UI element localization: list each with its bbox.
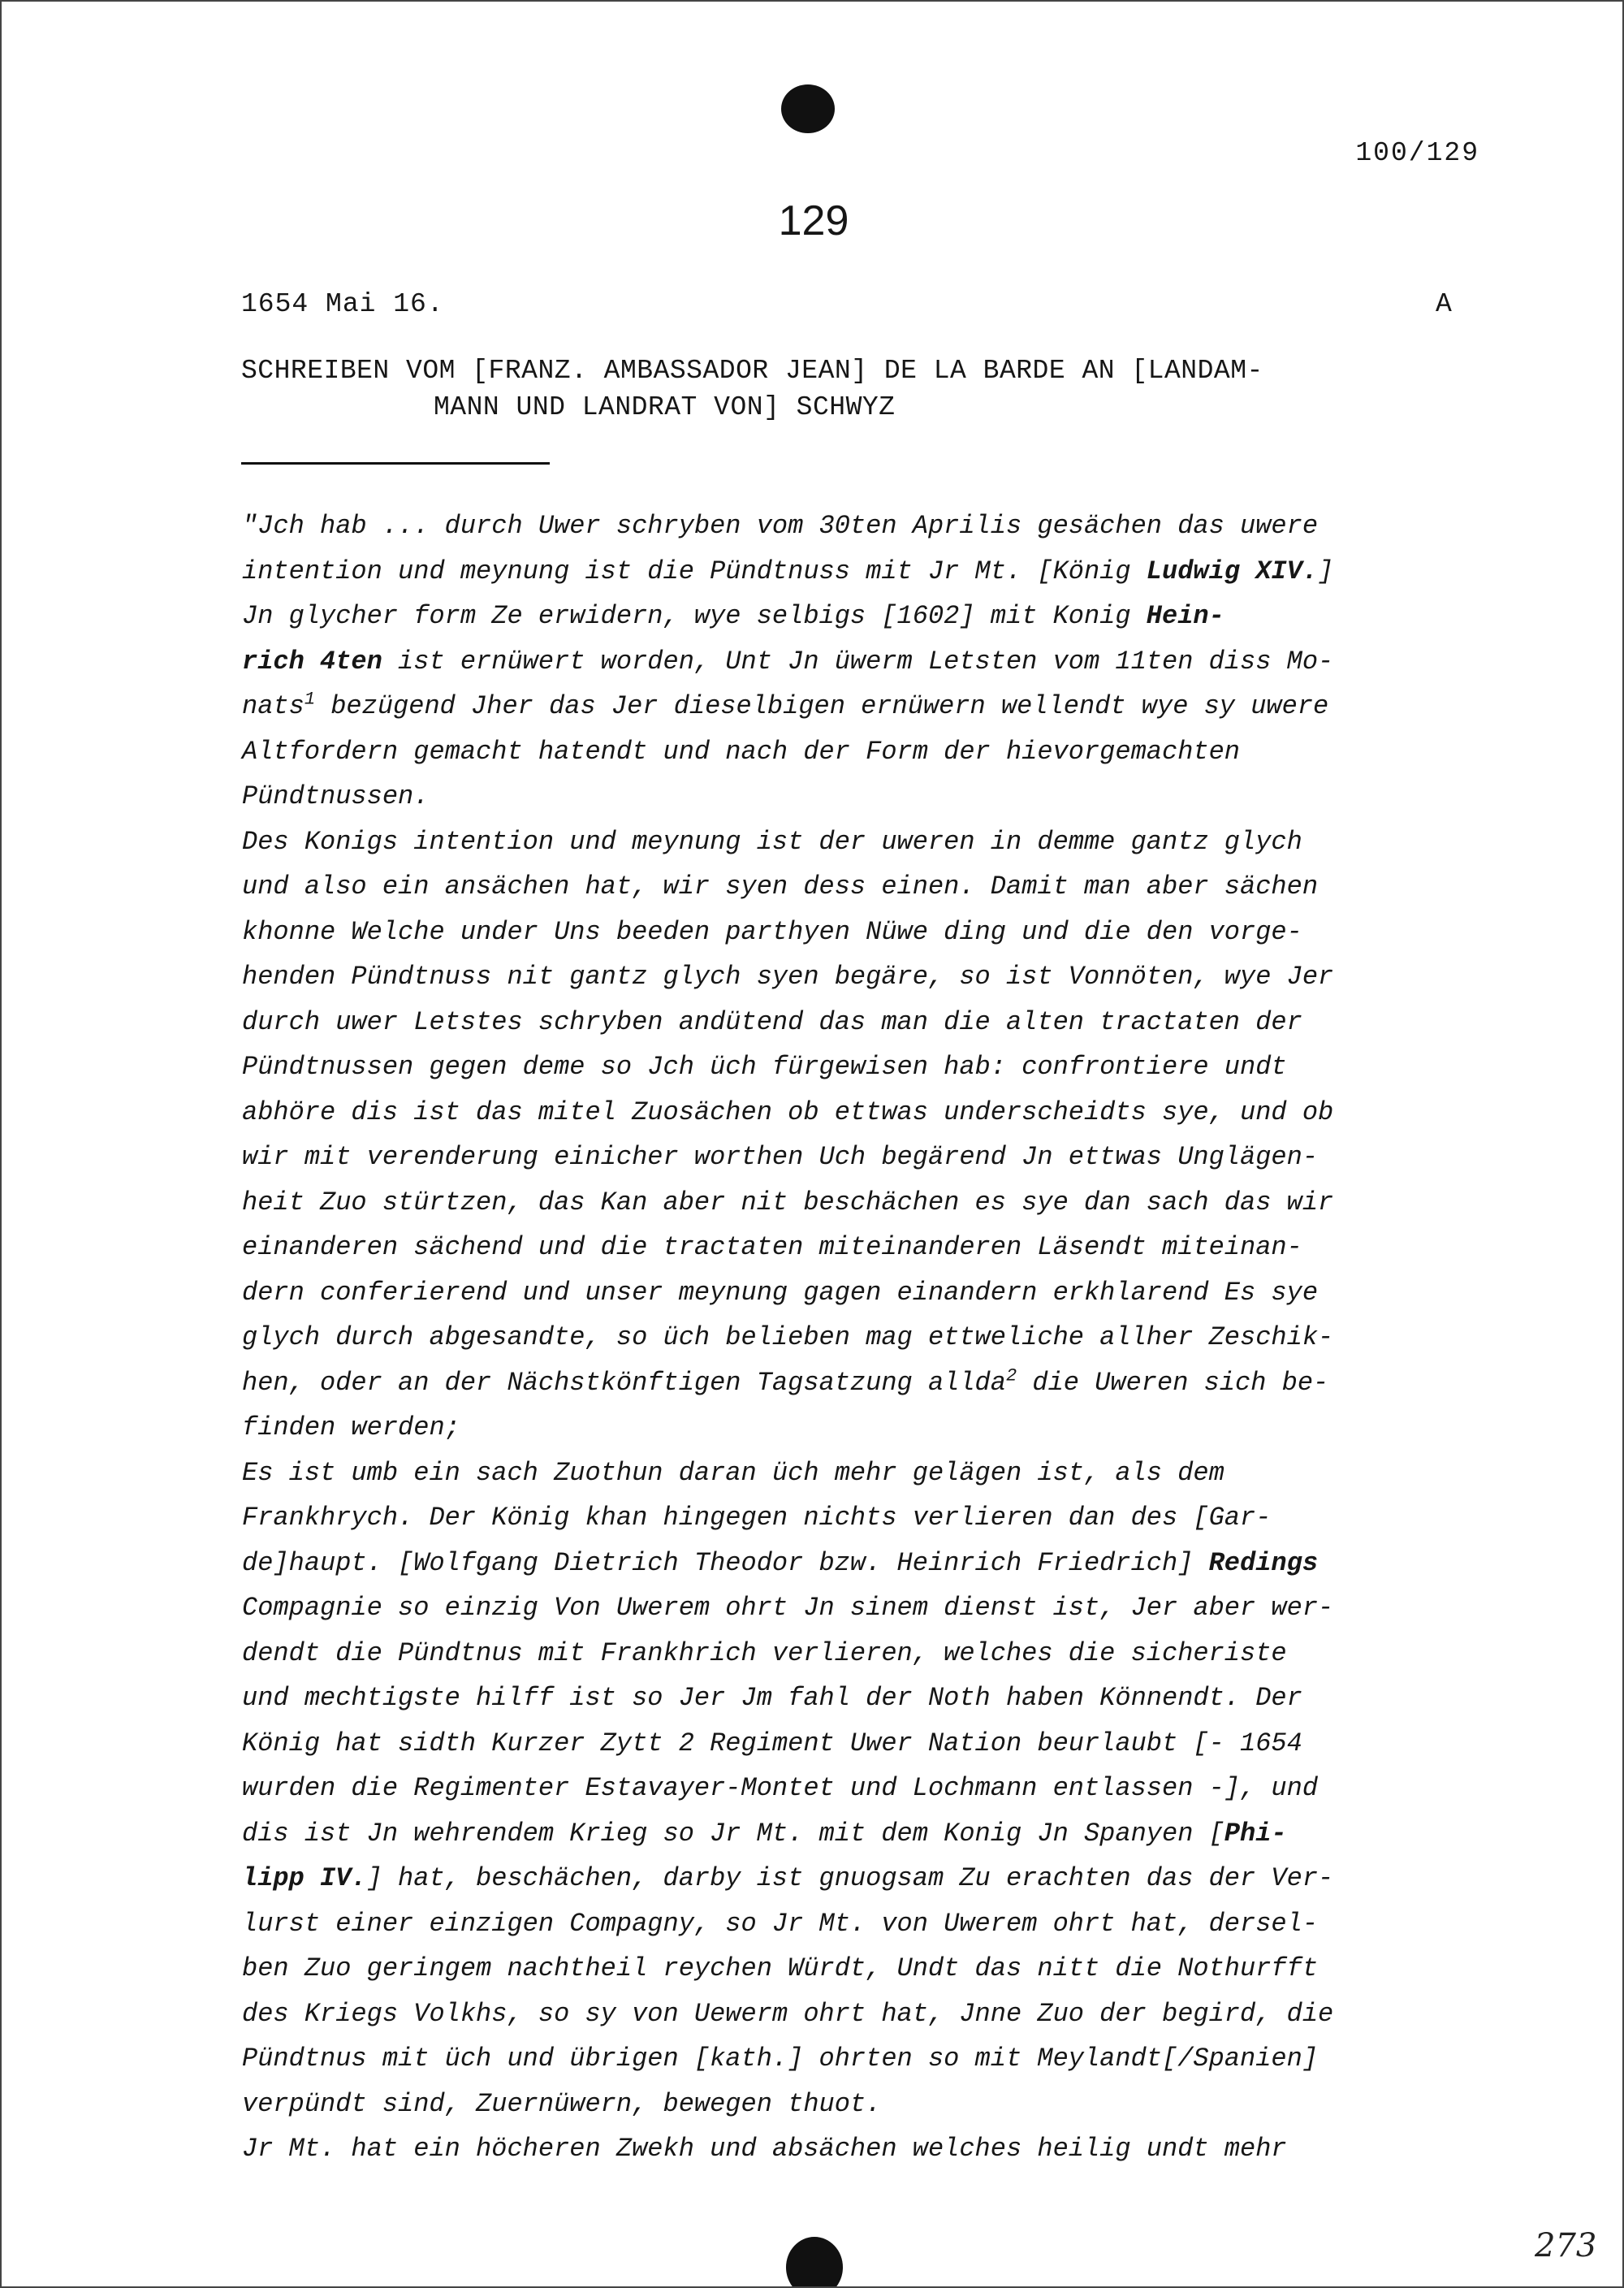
heading-line: MANN UND LANDRAT VON] SCHWYZ xyxy=(434,392,896,422)
body-line: König hat sidth Kurzer Zytt 2 Regiment Uwer Nation beurlaubt [- 1654 xyxy=(242,1728,1302,1758)
body-line: intention und meynung ist die Pündtnuss mit Jr Mt. [König Ludwig XIV.] xyxy=(242,556,1334,586)
body-line: de]haupt. [Wolfgang Dietrich Theodor bzw. Heinrich Friedrich] Redings xyxy=(242,1547,1319,1578)
body-line: Es ist umb ein sach Zuothun daran üch mehr gelägen ist, als dem xyxy=(242,1457,1224,1488)
body-line: dis ist Jn wehrendem Krieg so Jr Mt. mit dem Konig Jn Spanyen [Phi- xyxy=(242,1818,1287,1849)
body-line: wurden die Regimenter Estavayer-Montet und Lochmann entlassen -], und xyxy=(242,1773,1319,1803)
body-line: Pündtnussen gegen deme so Jch üch fürgewisen hab: confrontiere undt xyxy=(242,1052,1287,1082)
handwritten-page-mark: 273 xyxy=(1535,2227,1597,2264)
body-line: dern conferierend und unser meynung gagen einandern erkhlarend Es sye xyxy=(242,1277,1319,1308)
body-line: lipp IV.] hat, beschächen, darby ist gnuogsam Zu erachten das der Ver- xyxy=(242,1863,1334,1893)
body-line: Altfordern gemacht hatendt und nach der Form der hievorgemachten xyxy=(242,736,1240,767)
heading-line: SCHREIBEN VOM [FRANZ. AMBASSADOR JEAN] DE LA BARDE AN [LANDAM- xyxy=(241,356,1263,386)
body-line: Jr Mt. hat ein höcheren Zwekh und absächen welches heilig undt mehr xyxy=(242,2134,1287,2164)
body-line: verpündt sind, Zuernüwern, bewegen thuot. xyxy=(242,2088,882,2119)
body-line: und mechtigste hilff ist so Jer Jm fahl der Noth haben Könnendt. Der xyxy=(242,1683,1302,1713)
body-line: des Kriegs Volkhs, so sy von Uewerm ohrt hat, Jnne Zuo der begird, die xyxy=(242,1998,1334,2029)
body-line: nats$^1$ bezügend Jher das Jer dieselbigen ernüwern wellendt wye sy uwere xyxy=(242,689,1329,721)
body-line: "Jch hab ... durch Uwer schryben vom 30ten Aprilis gesächen das uwere xyxy=(242,511,1319,541)
body-line: durch uwer Letstes schryben andütend das man die alten tractaten der xyxy=(242,1006,1302,1037)
body-line: hen, oder an der Nächstkönftigen Tagsatzung allda$^2$ die Uweren sich be- xyxy=(242,1365,1329,1398)
document-heading xyxy=(241,352,1475,426)
body-line: khonne Welche under Uns beeden parthyen Nüwe ding und die den vorge- xyxy=(242,916,1302,947)
body-line: Pündtnussen. xyxy=(242,781,430,811)
body-line: und also ein ansächen hat, wir syen dess einen. Damit man aber sächen xyxy=(242,872,1319,902)
body-line: dendt die Pündtnus mit Frankhrich verlieren, welches die sicheriste xyxy=(242,1637,1287,1668)
body-line: wir mit verenderung einicher worthen Uch begärend Jn ettwas Unglägen- xyxy=(242,1142,1319,1172)
body-line: glych durch abgesandte, so üch belieben mag ettweliche allher Zeschik- xyxy=(242,1322,1334,1352)
body-line: Des Konigs intention und meynung ist der uweren in demme gantz glych xyxy=(242,826,1302,857)
body-text xyxy=(242,504,1484,2172)
body-line: heit Zuo stürtzen, das Kan aber nit beschächen es sye dan sach das wir xyxy=(242,1187,1334,1218)
body-line: Jn glycher form Ze erwidern, wye selbigs [1602] mit Konig Hein- xyxy=(242,601,1224,631)
body-line: lurst einer einzigen Compagny, so Jr Mt. von Uwerem ohrt hat, dersel- xyxy=(242,1908,1319,1939)
body-line: rich 4ten ist ernüwert worden, Unt Jn üwerm Letsten vom 11ten diss Mo- xyxy=(242,646,1334,677)
document-date: 1654 Mai 16. xyxy=(241,289,444,319)
body-line: Pündtnus mit üch und übrigen [kath.] ohrten so mit Meylandt[/Spanien] xyxy=(242,2044,1319,2074)
reference-number: 100/129 xyxy=(1355,138,1479,168)
body-line: Compagnie so einzig Von Uwerem ohrt Jn sinem dienst ist, Jer aber wer- xyxy=(242,1593,1334,1623)
body-line: finden werden; xyxy=(242,1412,460,1442)
punch-hole-dot-top xyxy=(781,84,835,133)
body-line: einanderen sächend und die tractaten miteinanderen Läsendt miteinan- xyxy=(242,1232,1302,1262)
body-line: Frankhrych. Der König khan hingegen nichts verlieren dan des [Gar- xyxy=(242,1503,1272,1533)
punch-hole-dot-bottom xyxy=(786,2237,843,2288)
heading-divider xyxy=(241,462,550,465)
body-line: ben Zuo geringem nachtheil reychen Würdt, Undt das nitt die Nothurfft xyxy=(242,1953,1319,1983)
letter-code: A xyxy=(1436,289,1452,319)
page-number: 129 xyxy=(778,197,849,244)
body-line: abhöre dis ist das mitel Zuosächen ob ettwas underscheidts sye, und ob xyxy=(242,1096,1334,1127)
body-line: henden Pündtnuss nit gantz glych syen begäre, so ist Vonnöten, wye Jer xyxy=(242,962,1334,992)
